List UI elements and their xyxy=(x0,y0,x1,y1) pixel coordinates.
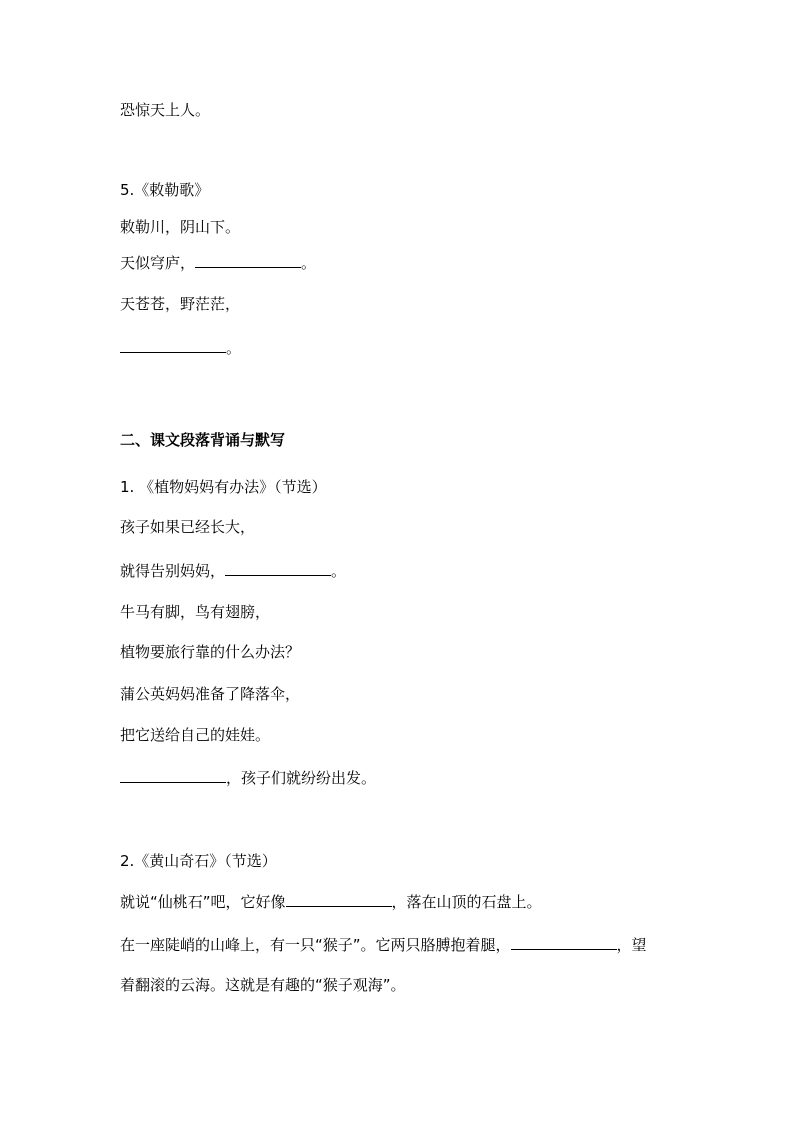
item1-line2-text: 就得告别妈妈， xyxy=(120,562,226,580)
item1-line7 xyxy=(120,768,376,788)
item2-line2 xyxy=(120,935,647,955)
fill-blank[interactable] xyxy=(225,561,331,576)
poem5-line2-text: 天似穹庐， xyxy=(120,254,196,272)
item1-line6: 把它送给自己的娃娃。 xyxy=(120,726,271,744)
poem5-title: 5.《敕勒歌》 xyxy=(120,181,210,199)
item1-line3: 牛马有脚，鸟有翅膀， xyxy=(120,603,271,621)
item2-line1-text: 就说“仙桃石”吧，它好像 xyxy=(120,893,286,911)
poem5-line2 xyxy=(120,253,316,273)
fill-blank[interactable] xyxy=(120,338,226,353)
section2-heading: 二、课文段落背诵与默写 xyxy=(120,431,286,449)
item2-title: 2.《黄山奇石》（节选） xyxy=(120,852,277,870)
item2-line1 xyxy=(120,892,542,912)
item1-title: 1. 《植物妈妈有办法》（节选） xyxy=(120,478,327,496)
fill-blank[interactable] xyxy=(511,935,617,950)
item1-line2-end: 。 xyxy=(331,562,347,580)
item1-line1: 孩子如果已经长大， xyxy=(120,518,256,536)
item1-line2 xyxy=(120,561,346,581)
item1-line7-text: ，孩子们就纷纷出发。 xyxy=(226,769,377,787)
item1-line5: 蒲公英妈妈准备了降落伞， xyxy=(120,685,301,703)
poem5-line3: 天苍苍，野茫茫， xyxy=(120,295,241,313)
fill-blank[interactable] xyxy=(286,892,392,907)
item2-line2-text: 在一座陡峭的山峰上，有一只“猴子”。它两只胳膊抱着腿， xyxy=(120,936,511,954)
poem5-line4-end: 。 xyxy=(226,339,242,357)
fill-blank[interactable] xyxy=(195,253,301,268)
poem5-line2-end: 。 xyxy=(301,254,317,272)
poem5-line4 xyxy=(120,338,241,358)
item2-line3: 着翻滚的云海。这就是有趣的“猴子观海”。 xyxy=(120,976,406,994)
item2-line1-end: ，落在山顶的石盘上。 xyxy=(391,893,542,911)
poem-tail-line: 恐惊天上人。 xyxy=(120,101,211,119)
fill-blank[interactable] xyxy=(120,768,226,783)
item1-line4: 植物要旅行靠的什么办法？ xyxy=(120,643,301,661)
item2-line2-end: ，望 xyxy=(616,936,647,954)
poem5-line1: 敕勒川，阴山下。 xyxy=(120,218,241,236)
